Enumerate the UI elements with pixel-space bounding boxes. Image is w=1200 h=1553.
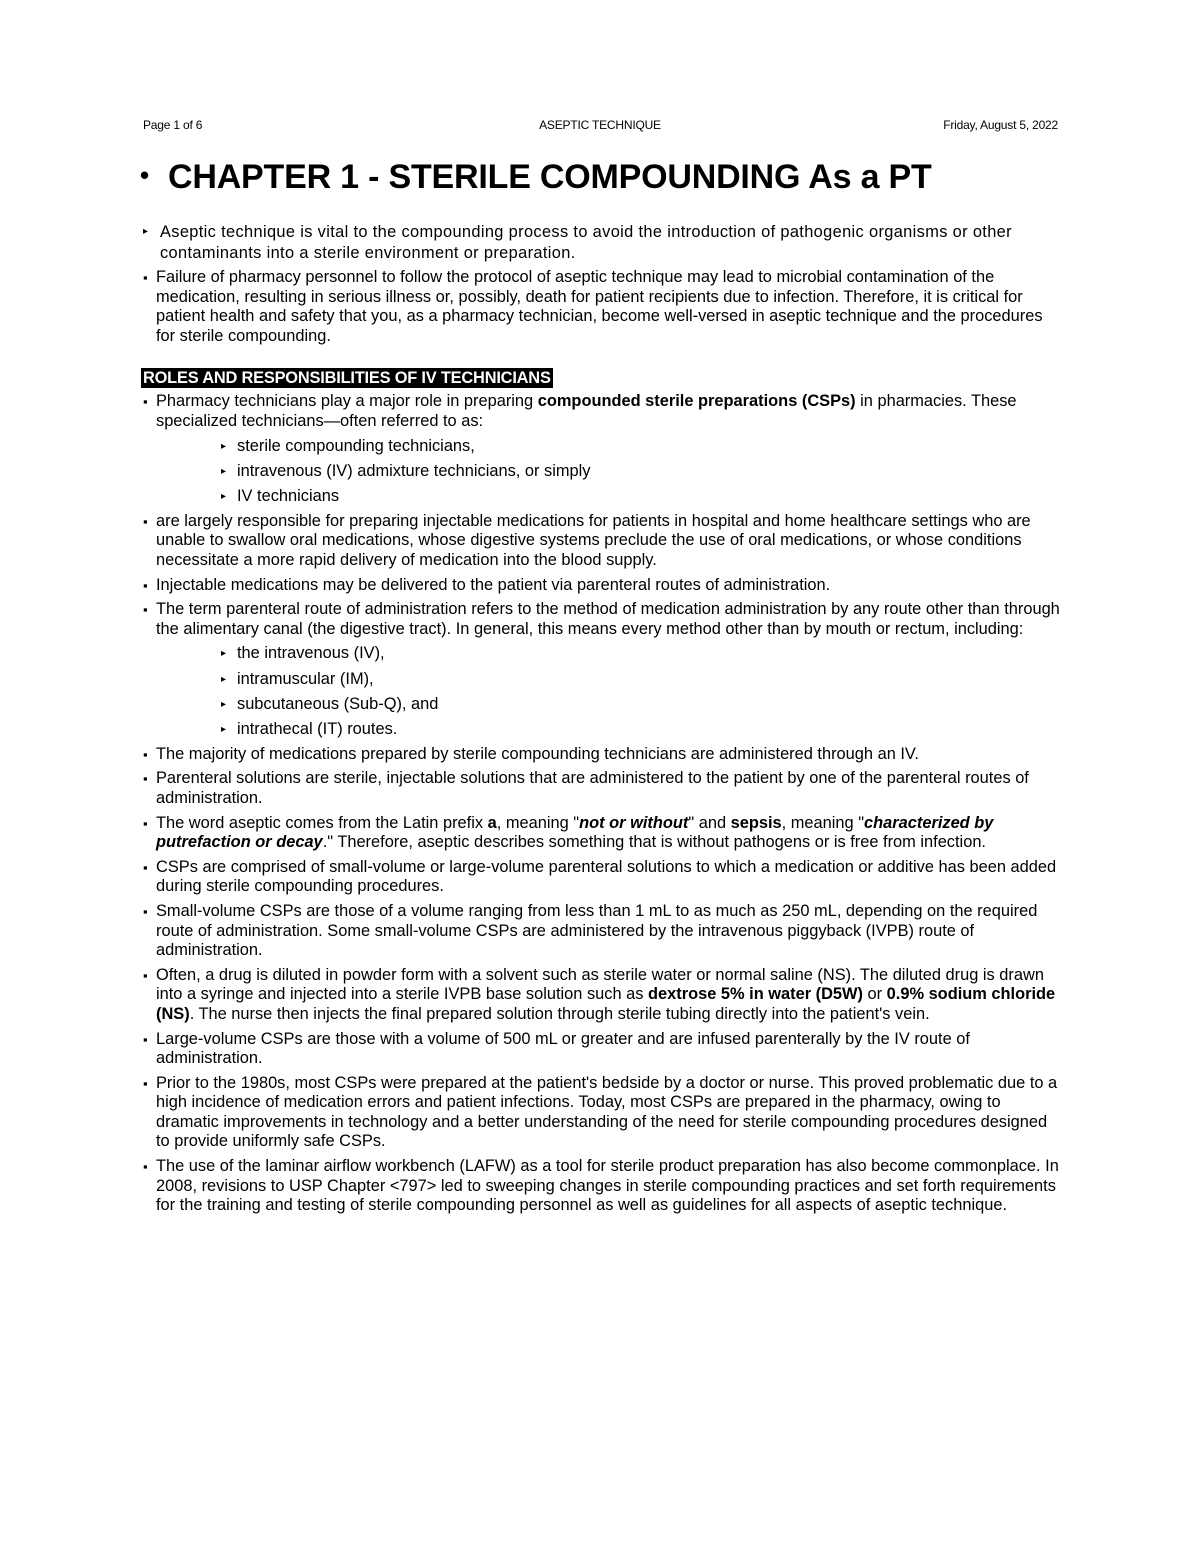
list-item: ▪ The majority of medications prepared by sterile compounding technicians are administered through an IV.: [143, 745, 1063, 765]
sub-list-item: ▸ the intravenous (IV),: [221, 644, 1063, 664]
list-item: ▪ Prior to the 1980s, most CSPs were prepared at the patient's bedside by a doctor or nurse. This proved problematic due to a high incidence of medication errors and patient infections. Today, most CSPs are prepared in the pharmacy, owing to dramatic improvements in technology and a better understanding of the need for sterile compounding procedures designed to provide uniformly safe CSPs.: [143, 1074, 1063, 1152]
text-span: in pharmacies. These specialized technicians—often referred to as:: [156, 392, 1017, 430]
main-content: [143, 222, 1063, 1221]
list-item: [143, 966, 1063, 1025]
text-span: or: [862, 985, 887, 1004]
list-item: ▪ CSPs are comprised of small-volume or large-volume parenteral solutions to which a medication or additive has been added during sterile compounding procedures.: [143, 858, 1063, 897]
list-item: ▪ Small-volume CSPs are those of a volume ranging from less than 1 mL to as much as 250 mL, depending on the required route of administration. Some small-volume CSPs are administered by the intravenous piggyback (IVPB) route of administration.: [143, 902, 1063, 961]
bold-term: 0.9% sodium chloride (NS): [156, 985, 1056, 1023]
intro-bullet-1: ▸ Aseptic technique is vital to the compounding process to avoid the introduction of pathogenic organisms or other contaminants into a sterile environment or preparation.: [143, 222, 1063, 263]
list-item: ▪ are largely responsible for preparing injectable medications for patients in hospital and home healthcare settings who are unable to swallow oral medications, whose digestive systems preclude the use of oral medications, or whose conditions necessitate a more rapid delivery of medication into the blood supply.: [143, 512, 1063, 571]
bold-italic-term: characterized by putrefaction or decay: [156, 813, 994, 852]
text-span: Often, a drug is diluted in powder form with a solvent such as sterile water or normal saline (NS). The diluted drug is drawn into a syringe and injected into a sterile IVPB base solution such as: [156, 965, 1044, 1004]
bold-term: a: [487, 813, 497, 832]
text-span: ." Therefore, aseptic describes something that is without pathogens or is free from infection.: [322, 833, 986, 852]
page-number: Page 1 of 6: [143, 118, 203, 132]
list-item: ▪ Parenteral solutions are sterile, injectable solutions that are administered to the patient by one of the parenteral routes of administration.: [143, 769, 1063, 808]
list-item: ▪ The use of the laminar airflow workbench (LAFW) as a tool for sterile product preparation has also become commonplace. In 2008, revisions to USP Chapter <797> led to sweeping changes in sterile compounding practices and set forth requirements for the training and testing of sterile compounding personnel as well as guidelines for all aspects of aseptic technique.: [143, 1157, 1063, 1216]
bold-italic-term: not or without: [579, 813, 689, 832]
sub-list-item: ▸ subcutaneous (Sub-Q), and: [221, 695, 1063, 715]
list-item: ▪ Large-volume CSPs are those with a volume of 500 mL or greater and are infused parenterally by the IV route of administration.: [143, 1030, 1063, 1069]
text-span: " and: [688, 813, 731, 832]
header-title: ASEPTIC TECHNIQUE: [539, 118, 661, 132]
sub-list-item: ▸ intravenous (IV) admixture technicians, or simply: [221, 462, 1063, 482]
bold-term: sepsis: [730, 813, 782, 832]
sub-list-item: ▸ intrathecal (IT) routes.: [221, 720, 1063, 740]
sub-list-item: ▸ intramuscular (IM),: [221, 670, 1063, 690]
list-item: [143, 814, 1063, 853]
text-span: , meaning ": [781, 813, 865, 832]
text-span: . The nurse then injects the final prepared solution through sterile tubing directly into the patient's vein.: [189, 1004, 930, 1023]
section-heading: ROLES AND RESPONSIBILITIES OF IV TECHNICIANS: [143, 369, 551, 388]
sub-list-item: ▸ sterile compounding technicians,: [221, 437, 1063, 457]
text-span: The word aseptic comes from the Latin prefix: [156, 813, 488, 832]
intro-bullet-2: ▪ Failure of pharmacy personnel to follow the protocol of aseptic technique may lead to microbial contamination of the medication, resulting in serious illness or, possibly, death for patient recipients due to infection. Therefore, it is critical for patient health and safety that you, as a pharmacy technician, become well-versed in aseptic technique and the procedures for sterile compounding.: [143, 268, 1063, 346]
list-item: ▪ The term parenteral route of administration refers to the method of medication administration by any route other than through the alimentary canal (the digestive tract). In general, this means every method other than by mouth or rectum, including:: [143, 600, 1063, 639]
text-span: Pharmacy technicians play a major role in preparing: [156, 392, 538, 411]
bold-term: dextrose 5% in water (D5W): [648, 985, 863, 1004]
header-date: Friday, August 5, 2022: [943, 118, 1058, 132]
text-span: , meaning ": [496, 813, 580, 832]
list-item: [143, 392, 1063, 431]
chapter-title: [140, 158, 1060, 197]
sub-list-item: ▸ IV technicians: [221, 487, 1063, 507]
list-item: ▪ Injectable medications may be delivered to the patient via parenteral routes of administration.: [143, 576, 1063, 596]
bold-term: compounded sterile preparations (CSPs): [537, 392, 856, 411]
chapter-title-text: CHAPTER 1 - STERILE COMPOUNDING As a PT: [168, 158, 932, 196]
title-bullet-icon: •: [140, 160, 149, 190]
